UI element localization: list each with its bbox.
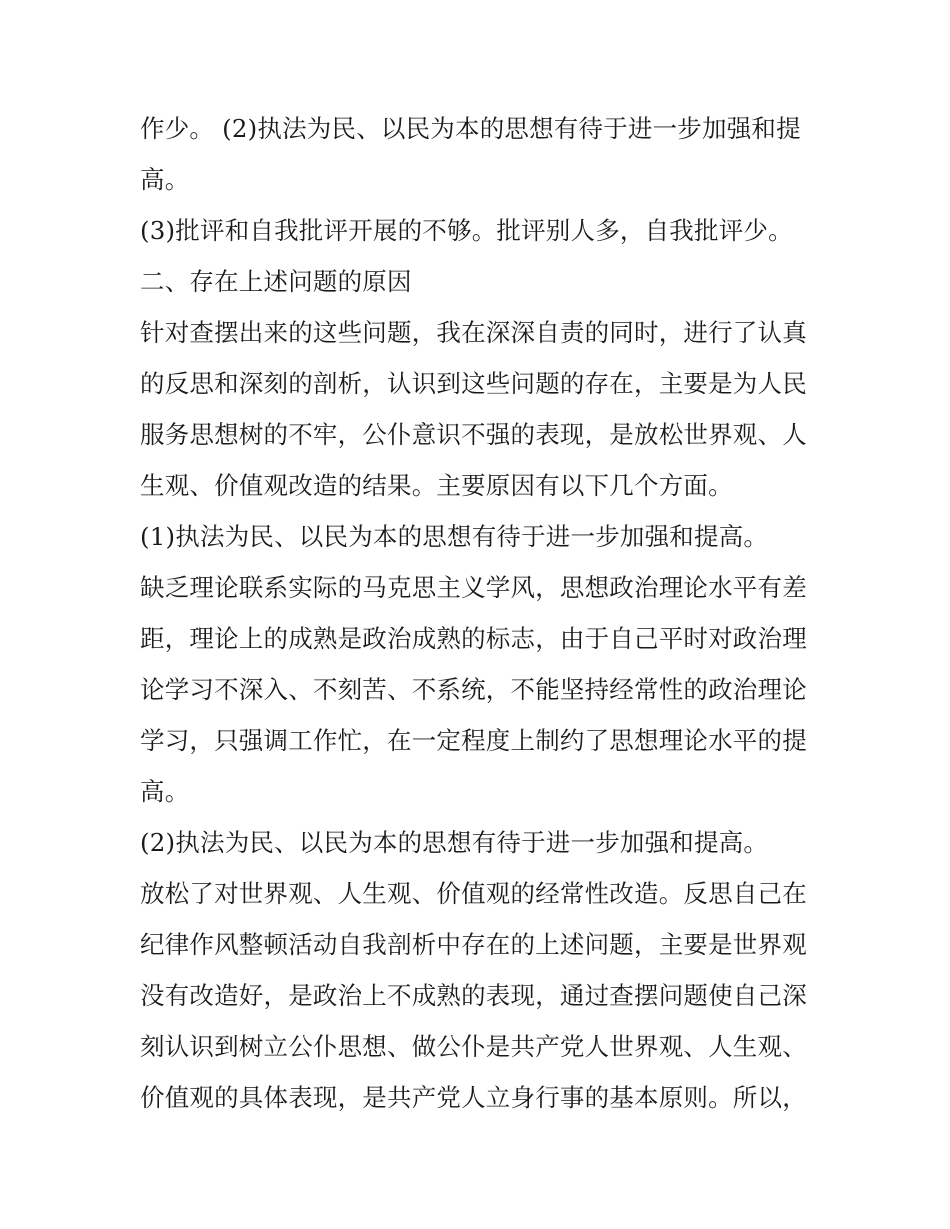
section-heading: 二、存在上述问题的原因 — [140, 267, 412, 296]
text-line: 放松了对世界观、人生观、价值观的经常性改造。反思自己在 — [140, 879, 807, 908]
text-line: (3)批评和自我批评开展的不够。批评别人多，自我批评少。 — [140, 216, 793, 245]
text-line: 学习，只强调工作忙，在一定程度上制约了思想理论水平的提 — [140, 726, 807, 755]
text-line: 生观、价值观改造的结果。主要原因有以下几个方面。 — [140, 471, 733, 500]
document-body — [140, 103, 815, 1123]
text-line: 没有改造好，是政治上不成熟的表现，通过查摆问题使自己深 — [140, 981, 807, 1010]
text-line: 距，理论上的成熟是政治成熟的标志，由于自己平时对政治理 — [140, 624, 807, 653]
text-line: 高。 — [140, 165, 190, 194]
text-line: 刻认识到树立公仆思想、做公仆是共产党人世界观、人生观、 — [140, 1032, 807, 1061]
text-line: 的反思和深刻的剖析，认识到这些问题的存在，主要是为人民 — [140, 369, 807, 398]
text-line: 高。 — [140, 777, 190, 806]
text-line: 纪律作风整顿活动自我剖析中存在的上述问题，主要是世界观 — [140, 930, 807, 959]
text-line: 论学习不深入、不刻苦、不系统，不能坚持经常性的政治理论 — [140, 675, 807, 704]
text-line: 缺乏理论联系实际的马克思主义学风，思想政治理论水平有差 — [140, 573, 807, 602]
text-line: 服务思想树的不牢，公仆意识不强的表现，是放松世界观、人 — [140, 420, 807, 449]
subheading-line: (2)执法为民、以民为本的思想有待于进一步加强和提高。 — [140, 828, 769, 857]
text-line: 作少。 (2)执法为民、以民为本的思想有待于进一步加强和提 — [140, 114, 801, 143]
subheading-line: (1)执法为民、以民为本的思想有待于进一步加强和提高。 — [140, 522, 769, 551]
text-line: 价值观的具体表现，是共产党人立身行事的基本原则。所以， — [140, 1083, 807, 1112]
text-line: 针对查摆出来的这些问题，我在深深自责的同时，进行了认真 — [140, 318, 807, 347]
